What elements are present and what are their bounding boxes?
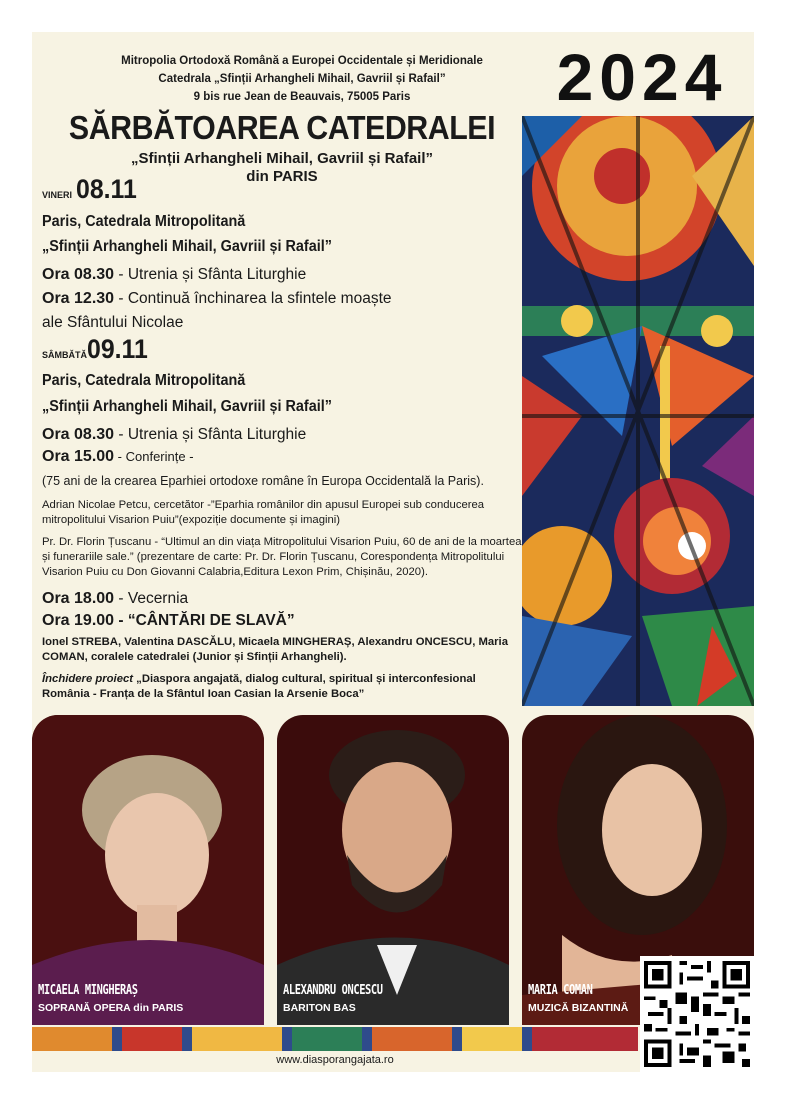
day1-heading (42, 174, 143, 205)
organization-line-1: Mitropolia Ortodoxă Română a Europei Occidentale și Meridionale (121, 55, 483, 67)
artist-name: MARIA COMAN (528, 983, 593, 998)
day2-weekday: SÂMBĂTĂ (42, 350, 87, 360)
day1-location-line1: Paris, Catedrala Mitropolitană (42, 213, 246, 230)
concert-item (42, 612, 295, 630)
artist-card (32, 715, 264, 1025)
day1-weekday: VINERI (42, 190, 73, 200)
program-text: - Continuă închinarea la sfintele moaște (114, 290, 392, 307)
day1-date: 08.11 (76, 174, 138, 204)
artist-name: MICAELA MINGHERAȘ (38, 983, 138, 998)
singer-portrait-image (277, 715, 509, 1025)
anniversary-note: (75 ani de la crearea Eparhiei ortodoxe române în Europa Occidentală la Paris). (42, 474, 484, 488)
organization-line-2: Catedrala „Sfinții Arhangheli Mihail, Gavriil și Rafail” (158, 73, 446, 85)
day1-program-item-cont: ale Sfântului Nicolae (42, 314, 184, 331)
program-text: - Vecernia (114, 590, 189, 607)
closing-label: Închidere proiect (42, 673, 134, 685)
program-time: Ora 18.00 (42, 590, 115, 607)
address-line: 9 bis rue Jean de Beauvais, 75005 Paris (193, 91, 411, 103)
artist-role: BARITON BAS (283, 1002, 356, 1014)
program-time: Ora 15.00 (42, 448, 115, 465)
subtitle-line-1: „Sfinții Arhangheli Mihail, Gavriil și Rafail” (131, 150, 433, 167)
artist-card (277, 715, 509, 1025)
stained-glass-image (522, 116, 754, 706)
program-time: Ora 08.30 (42, 426, 115, 443)
stained-glass-strip (32, 1027, 638, 1051)
talk-2: Pr. Dr. Florin Țuscanu - “Ultimul an din viața Mitropolitului Visarion Puiu, 60 de ani de la moartea și funerariile sale.” (prezentare de carte: Pr. Dr. Florin Țuscanu, Corespondența Mitropolitului Visarion Puiu cu Don Giovanni Calabria,Editura Lexon Prim, Chișinău, 2020). (42, 536, 522, 578)
performers: Ionel STREBA, Valentina DASCĂLU, Micaela MINGHERAȘ, Alexandru ONCESCU, Maria COMAN, coralele catedralei (Junior și Sfinții Arhangheli). (42, 636, 508, 663)
singer-portrait-image (32, 715, 264, 1025)
day2-heading (42, 334, 153, 365)
program-time: Ora 08.30 (42, 266, 115, 283)
closing-project (42, 672, 522, 702)
day2-program-item (42, 448, 194, 466)
program-text: - “CÂNTĂRI DE SLAVĂ” (114, 612, 295, 629)
artist-name: ALEXANDRU ONCESCU (283, 983, 383, 998)
day2-location-line2: „Sfinții Arhangheli Mihail, Gavriil și Rafail” (42, 398, 332, 415)
program-time: Ora 19.00 (42, 612, 115, 629)
talk-1: Adrian Nicolae Petcu, cercetător -”Eparhia românilor din apusul Europei sub conducerea mitropolitului Visarion Puiu”(expoziție documente și imagini) (42, 499, 485, 526)
day2-date: 09.11 (87, 334, 148, 364)
day1-program-item (42, 266, 306, 284)
day1-location-line2: „Sfinții Arhangheli Mihail, Gavriil și Rafail” (42, 238, 332, 255)
year-heading: 2024 (556, 40, 728, 114)
event-poster (32, 32, 754, 1072)
day1-program-item (42, 290, 392, 308)
closing-text: „Diaspora angajată, dialog cultural, spiritual și interconfesional România - Franța de la Sfântul Ioan Casian la Arsenie Boca” (42, 673, 476, 700)
qr-code-icon (640, 956, 754, 1072)
subtitle-line-2: din PARIS (246, 168, 318, 185)
program-text: - Utrenia și Sfânta Liturghie (114, 426, 307, 443)
artist-role: SOPRANĂ OPERA din PARIS (38, 1002, 184, 1014)
vespers-item (42, 590, 188, 608)
page-title: SĂRBĂTOAREA CATEDRALEI (68, 109, 496, 146)
program-text: - Conferințe - (114, 449, 194, 464)
day2-location-line1: Paris, Catedrala Mitropolitană (42, 372, 246, 389)
website-link[interactable]: www.diasporangajata.ro (276, 1054, 394, 1066)
day2-program-item (42, 426, 306, 444)
program-text: - Utrenia și Sfânta Liturghie (114, 266, 307, 283)
artist-role: MUZICĂ BIZANTINĂ (528, 1002, 629, 1014)
program-time: Ora 12.30 (42, 290, 115, 307)
